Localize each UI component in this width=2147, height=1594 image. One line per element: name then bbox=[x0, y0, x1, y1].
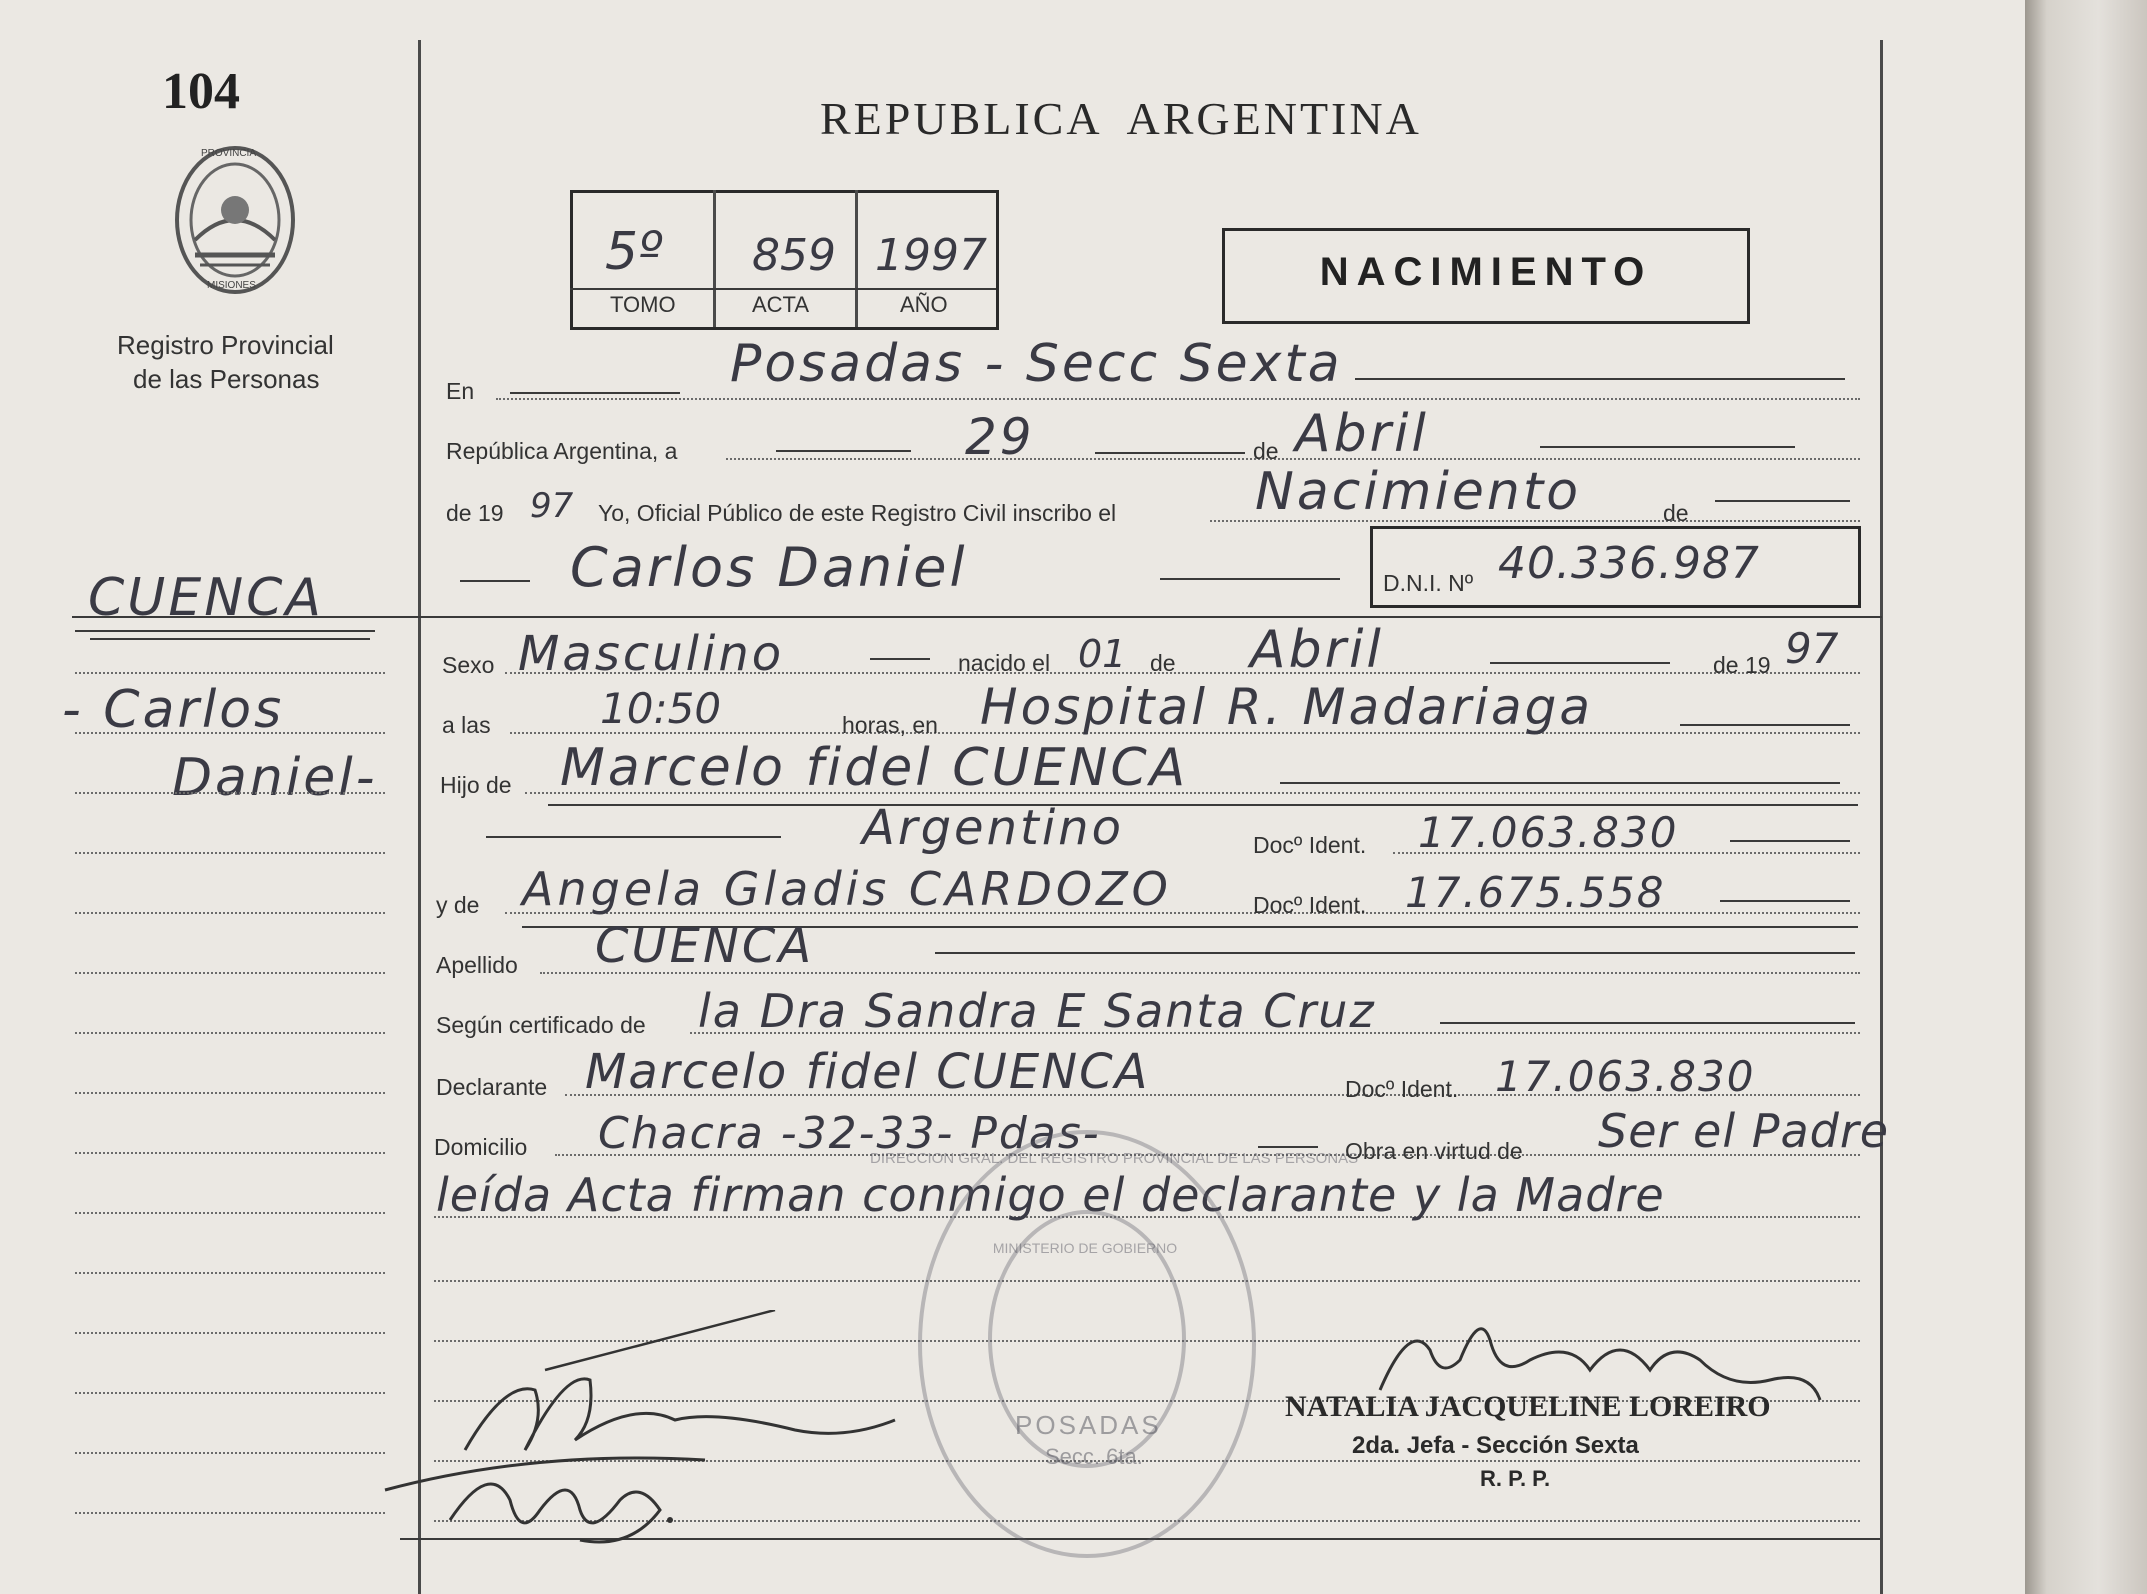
segun-label: Según certificado de bbox=[436, 1012, 646, 1038]
nacido-year: 97 bbox=[1785, 624, 1839, 673]
hora-value: 10:50 bbox=[600, 684, 722, 733]
adjacent-page-edge bbox=[2025, 0, 2147, 1594]
margin-dotted-13 bbox=[75, 1392, 385, 1394]
leida-value: leída Acta firman conmigo el declarante y la Madre bbox=[436, 1168, 1665, 1222]
record-col-sep-2 bbox=[855, 190, 858, 327]
right-border-line bbox=[1880, 40, 1883, 1594]
acta-value: 859 bbox=[752, 230, 836, 281]
margin-dotted-6 bbox=[75, 972, 385, 974]
apellido-value: CUENCA bbox=[595, 918, 815, 974]
document-title: REPUBLICA ARGENTINA bbox=[820, 93, 1422, 144]
doc-type-label: NACIMIENTO bbox=[1319, 250, 1653, 294]
margin-dotted-9 bbox=[75, 1152, 385, 1154]
declarante-value: Marcelo fidel CUENCA bbox=[585, 1044, 1150, 1100]
apellido-label: Apellido bbox=[436, 952, 518, 978]
name-dash-1 bbox=[460, 580, 530, 582]
doc1-dash bbox=[1730, 840, 1850, 842]
official-role: 2da. Jefa - Sección Sexta bbox=[1352, 1432, 1639, 1459]
stamp-ring-text: DIRECCION GRAL. DEL REGISTRO PROVINCIAL DE LAS PERSONAS bbox=[870, 1150, 1359, 1167]
yo-label: Yo, Oficial Público de este Registro Civil inscribo el bbox=[598, 500, 1117, 526]
margin-dotted-2 bbox=[75, 732, 385, 734]
stamp-secc: Secc. 6ta. bbox=[1045, 1444, 1143, 1469]
doc-madre-value: 17.675.558 bbox=[1405, 868, 1666, 917]
de2-label: de bbox=[1663, 500, 1689, 526]
declarante-label: Declarante bbox=[436, 1074, 548, 1100]
sexo-value: Masculino bbox=[518, 626, 785, 682]
nacido-day: 01 bbox=[1078, 632, 1127, 676]
dni-label: D.N.I. Nº bbox=[1383, 570, 1474, 596]
domicilio-value: Chacra -32-33- Pdas- bbox=[598, 1108, 1101, 1159]
margin-dotted-1 bbox=[75, 672, 385, 674]
margin-name-1: - Carlos bbox=[62, 680, 285, 740]
en-dash-1 bbox=[510, 392, 680, 394]
registry-line-1: Registro Provincial bbox=[117, 330, 334, 360]
margin-dotted-11 bbox=[75, 1272, 385, 1274]
anio-label: AÑO bbox=[900, 292, 948, 317]
hijo-dash bbox=[1280, 782, 1840, 784]
hijo-underline bbox=[548, 804, 1858, 806]
rep-dotted bbox=[726, 458, 1860, 460]
alas-label: a las bbox=[442, 712, 491, 738]
stamp-inner-text: MINISTERIO DE GOBIERNO bbox=[992, 1240, 1178, 1256]
segun-value: la Dra Sandra E Santa Cruz bbox=[698, 984, 1376, 1038]
official-org: R. P. P. bbox=[1480, 1466, 1551, 1491]
tomo-value: 5º bbox=[605, 222, 663, 282]
tomo-label: TOMO bbox=[610, 292, 676, 317]
month-value: Abril bbox=[1295, 404, 1429, 464]
en-value: Posadas - Secc Sexta bbox=[730, 334, 1343, 394]
margin-dotted-12 bbox=[75, 1332, 385, 1334]
margin-dotted-7 bbox=[75, 1032, 385, 1034]
seal-top-text: PROVINCIA bbox=[201, 148, 257, 159]
day-value: 29 bbox=[965, 408, 1035, 466]
margin-name-2: Daniel- bbox=[172, 748, 378, 808]
doc-label-3: Docº Ident. bbox=[1345, 1076, 1459, 1102]
province-seal bbox=[165, 140, 305, 300]
seal-bottom-text: MISIONES bbox=[207, 280, 256, 291]
stamp-city: POSADAS bbox=[1015, 1410, 1162, 1440]
section-divider bbox=[72, 616, 1882, 618]
folio-number: 104 bbox=[162, 63, 240, 120]
rep-dash-3 bbox=[1540, 446, 1795, 448]
yde-label: y de bbox=[436, 892, 480, 918]
rep-label: República Argentina, a bbox=[446, 438, 678, 464]
margin-dotted-8 bbox=[75, 1092, 385, 1094]
surname-underline bbox=[75, 630, 375, 632]
sexo-dash bbox=[870, 658, 930, 660]
yde-dash bbox=[1720, 900, 1850, 902]
apellido-dash bbox=[935, 952, 1855, 954]
inscribo-value: Nacimiento bbox=[1255, 462, 1582, 522]
en-dash-2 bbox=[1355, 378, 1845, 380]
name-dash-2 bbox=[1160, 578, 1340, 580]
nacido-label: nacido el bbox=[958, 650, 1051, 676]
year-value: 97 bbox=[530, 486, 574, 526]
rep-dash-1 bbox=[776, 450, 911, 452]
child-name: Carlos Daniel bbox=[570, 536, 968, 599]
margin-dotted-10 bbox=[75, 1212, 385, 1214]
margin-dotted-3 bbox=[75, 792, 385, 794]
obra-label: Obra en virtud de bbox=[1345, 1138, 1523, 1164]
margin-surname: CUENCA bbox=[88, 568, 325, 628]
alas-dash bbox=[1680, 724, 1850, 726]
hijo-label: Hijo de bbox=[440, 772, 512, 798]
de-label: de bbox=[1253, 438, 1279, 464]
doc-padre-value: 17.063.830 bbox=[1418, 808, 1679, 857]
signature-madre bbox=[430, 1450, 690, 1570]
doc-label-1: Docº Ident. bbox=[1253, 832, 1367, 858]
margin-dotted-14 bbox=[75, 1452, 385, 1454]
doc-decl-value: 17.063.830 bbox=[1495, 1052, 1756, 1101]
padre-value: Marcelo fidel CUENCA bbox=[560, 738, 1189, 798]
nacido-month: Abril bbox=[1250, 620, 1384, 680]
de3-label: de bbox=[1150, 650, 1176, 676]
en-label: En bbox=[446, 378, 475, 404]
doc-label-2: Docº Ident. bbox=[1253, 892, 1367, 918]
acta-label: ACTA bbox=[752, 292, 810, 317]
domicilio-label: Domicilio bbox=[434, 1134, 528, 1160]
sexo-label: Sexo bbox=[442, 652, 495, 678]
margin-dotted-15 bbox=[75, 1512, 385, 1514]
margin-dotted-4 bbox=[75, 852, 385, 854]
nac-dash bbox=[486, 836, 781, 838]
nac-padre-value: Argentino bbox=[862, 800, 1124, 856]
segun-dash bbox=[1440, 1022, 1855, 1024]
horas-label: horas, en bbox=[842, 712, 938, 738]
en-dotted bbox=[496, 398, 1860, 400]
margin-dotted-5 bbox=[75, 912, 385, 914]
obra-value: Ser el Padre bbox=[1598, 1104, 1890, 1158]
record-row-sep bbox=[570, 288, 996, 290]
domicilio-dash bbox=[1258, 1146, 1318, 1148]
nacido-dash bbox=[1490, 662, 1670, 664]
surname-underline-2 bbox=[90, 638, 370, 640]
de19-label: de 19 bbox=[1713, 652, 1771, 678]
rep-dash-2 bbox=[1095, 452, 1245, 454]
record-col-sep-1 bbox=[713, 190, 716, 327]
registry-line-2: de las Personas bbox=[133, 364, 320, 394]
dni-value: 40.336.987 bbox=[1498, 538, 1760, 589]
yo-dash bbox=[1715, 500, 1850, 502]
madre-value: Angela Gladis CARDOZO bbox=[522, 862, 1172, 916]
year-prefix: de 19 bbox=[446, 500, 504, 526]
official-name: NATALIA JACQUELINE LOREIRO bbox=[1285, 1390, 1771, 1423]
lugar-value: Hospital R. Madariaga bbox=[980, 678, 1594, 736]
anio-value: 1997 bbox=[875, 230, 987, 281]
